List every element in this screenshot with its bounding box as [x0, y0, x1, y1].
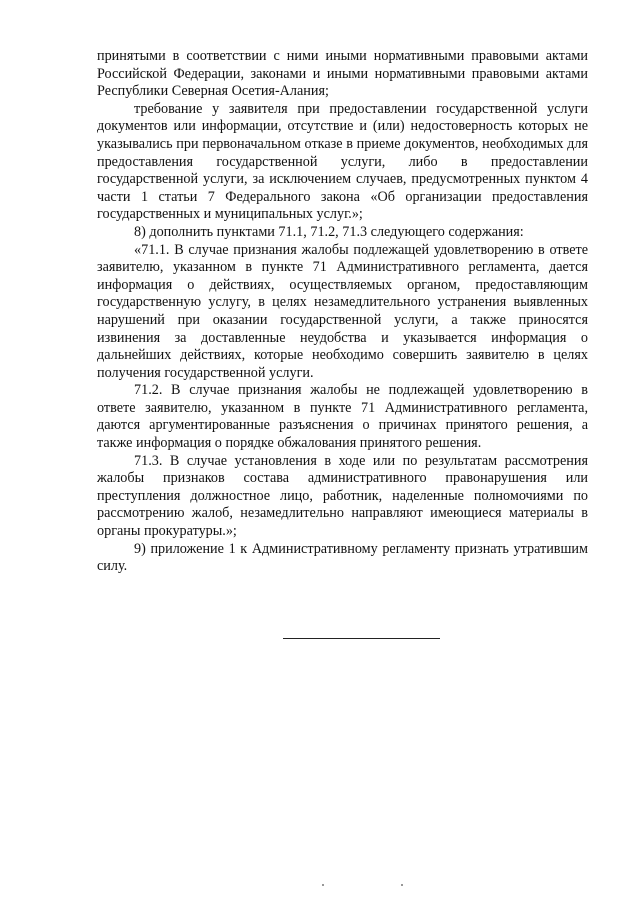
scan-speck	[322, 884, 324, 886]
paragraph-applicant-requirement: требование у заявителя при предоставлении государственной услуги документов или информации, отсутствие и (или) недостоверность которых не указывались при первоначальном отказе в приеме документов, необходимых для предоставления государственной услуги, либо в предоставлении государственной услуги, за исключением случаев, предусмотренных пунктом 4 части 1 статьи 7 Федерального закона «Об организации предоставления государственных и муниципальных услуг.»;	[97, 100, 588, 223]
paragraph-item-9: 9) приложение 1 к Административному регламенту признать утратившим силу.	[97, 540, 588, 575]
paragraph-legal-acts: принятыми в соответствии с ними иными нормативными правовыми актами Российской Федерации, законами и иными нормативными правовыми актами Республики Северная Осетия-Алания;	[97, 48, 588, 100]
paragraph-71-2: 71.2. В случае признания жалобы не подлежащей удовлетворению в ответе заявителю, указанном в пункте 71 Административного регламента, даются аргументированные разъяснения о причинах принятого решения, а также информация о порядке обжалования принятого решения.	[97, 382, 588, 452]
paragraph-71-1: «71.1. В случае признания жалобы подлежащей удовлетворению в ответе заявителю, указанном в пункте 71 Административного регламента, дается информация о действиях, осуществляемых органом, предоставляющим государственную услугу, в целях незамедлительного устранения выявленных нарушений при оказании государственной услуги, а также приносятся извинения за доставленные неудобства и указывается информация о дальнейших действиях, которые необходимо совершить заявителю в целях получения государственной услуги.	[97, 241, 588, 381]
paragraph-item-8: 8) дополнить пунктами 71.1, 71.2, 71.3 следующего содержания:	[134, 223, 524, 240]
paragraph-71-3: 71.3. В случае установления в ходе или по результатам рассмотрения жалобы признаков состава административного правонарушения или преступления должностное лицо, работник, наделенные полномочиями по рассмотрению жалоб, незамедлительно направляют имеющиеся материалы в органы прокуратуры.»;	[97, 452, 588, 540]
closing-separator-line	[283, 638, 440, 639]
document-body	[97, 48, 588, 576]
scan-speck	[401, 884, 403, 886]
